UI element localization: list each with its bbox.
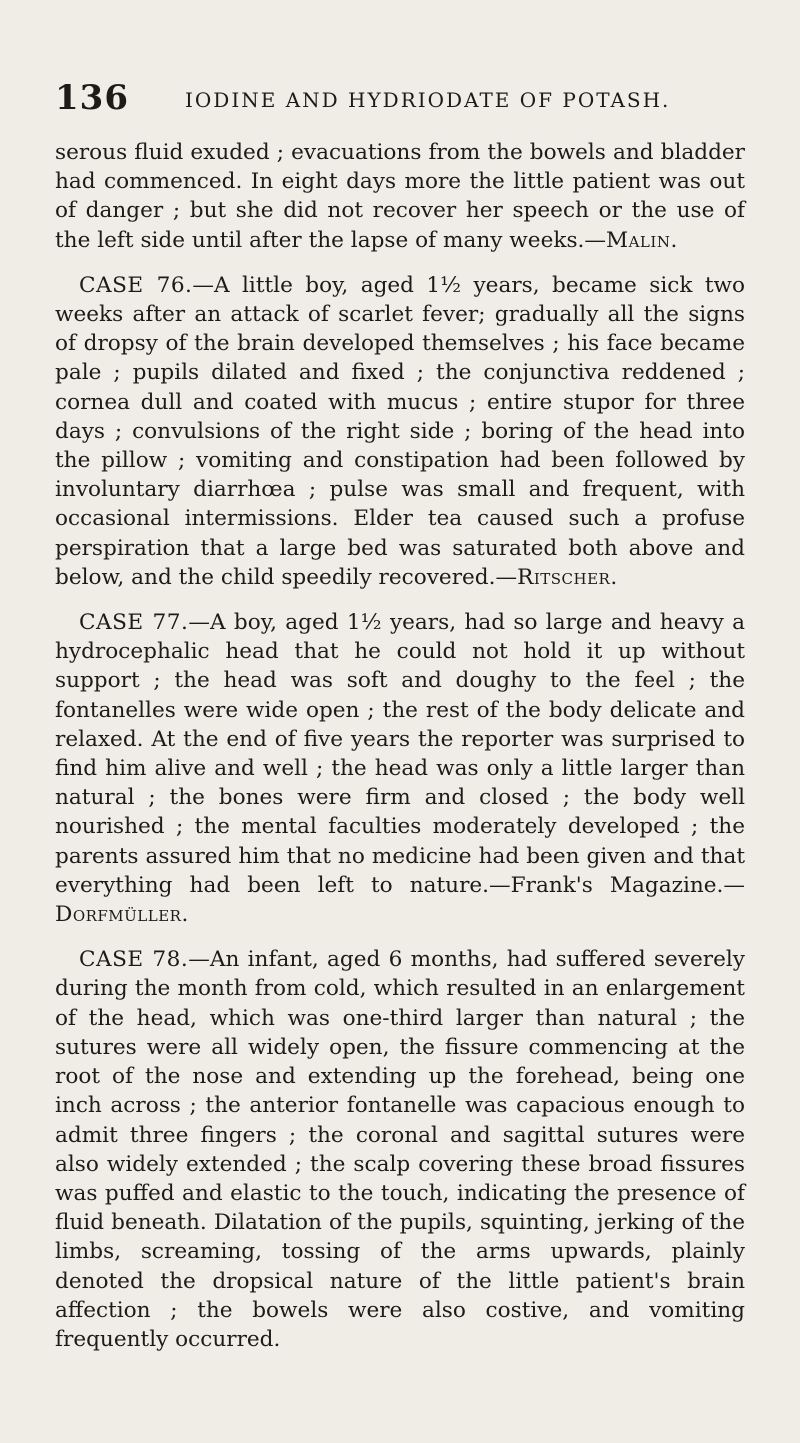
case-heading: CASE 77. (79, 610, 189, 636)
paragraph-continuation (55, 138, 745, 255)
body-text (55, 138, 745, 1370)
page-number: 136 (55, 78, 129, 118)
paragraph-text: —An infant, aged 6 months, had suffered severely during the month from cold, which resulted in an enlargement of the head, which was one-third larger than natural ; the sutures were all widely open, the fissure commencing at the root of the nose and extending up the forehead, being one inch across ; the anterior fontanelle was capacious enough to admit three fingers ; the coronal and sagittal sutures were also widely extended ; the scalp covering these broad fissures was puffed and elastic to the touch, indicating the presence of fluid beneath. Dilatation of the pupils, squinting, jerking of the limbs, screaming, tossing of the arms upwards, plainly denoted the dropsical nature of the little patient's brain affection ; the bowels were also costive, and vomiting frequently occurred. (55, 947, 745, 1352)
running-head: IODINE AND HYDRIODATE OF POTASH. (185, 88, 671, 112)
paragraph-text: serous fluid exuded ; evacuations from the bowels and bladder had commenced. In eight days more the little patient was out of danger ; but she did not recover her speech or the use of the left side until after the lapse of many weeks.— (55, 140, 745, 253)
source-attribution: Malin. (605, 227, 678, 253)
source-attribution: Dorfmüller. (55, 902, 189, 928)
case-76 (55, 271, 745, 592)
case-77 (55, 608, 745, 929)
case-heading: CASE 76. (79, 272, 193, 298)
case-heading: CASE 78. (79, 947, 189, 973)
paragraph-text: —A little boy, aged 1½ years, became sick two weeks after an attack of scarlet fever; gradually all the signs of dropsy of the brain developed themselves ; his face became pale ; pupils dilated and fixed ; the conjunctiva reddened ; cornea dull and coated with mucus ; entire stupor for three days ; convulsions of the right side ; boring of the head into the pillow ; vomiting and constipation had been followed by involuntary diarrhœa ; pulse was small and frequent, with occasional intermissions. Elder tea caused such a profuse perspiration that a large bed was saturated both above and below, and the child speedily recovered.— (55, 272, 745, 590)
paragraph-text: —A boy, aged 1½ years, had so large and heavy a hydrocephalic head that he could not hold it up without support ; the head was soft and doughy to the feel ; the fontanelles were wide open ; the rest of the body delicate and relaxed. At the end of five years the reporter was surprised to find him alive and well ; the head was only a little larger than natural ; the bones were firm and closed ; the body well nourished ; the mental faculties moderately developed ; the parents assured him that no medicine had been given and that everything had been left to nature.—Frank's Magazine.— (55, 610, 745, 898)
case-78 (55, 945, 745, 1354)
source-attribution: Ritscher. (517, 564, 618, 590)
page-header (55, 76, 745, 120)
